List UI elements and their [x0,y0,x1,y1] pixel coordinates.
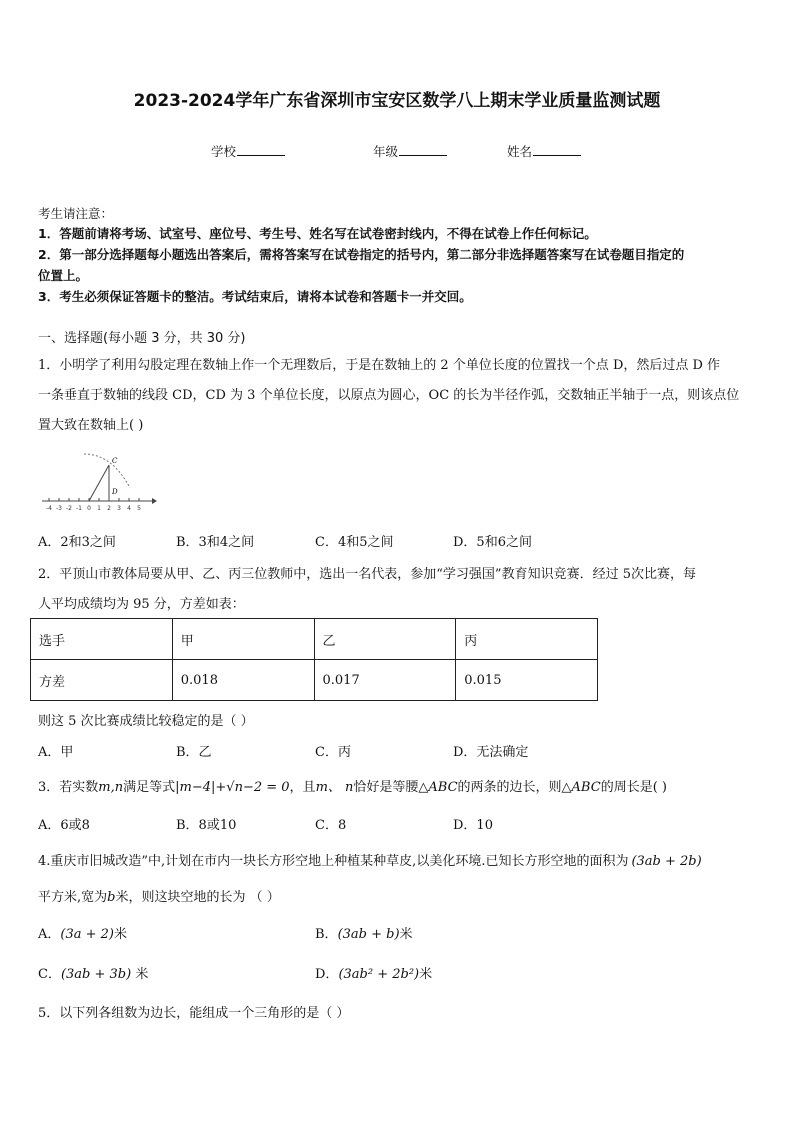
option-d [315,963,432,982]
q3-text: ，且 [289,780,316,795]
option-b: B．3和4之间 [176,535,255,550]
table-cell: 选手 [31,619,173,660]
option-expression: (3ab² + 2b²) [338,967,420,982]
option-d: D．无法确定 [453,745,529,760]
point-c-label: C [112,457,118,465]
point-d-label: D [112,488,118,496]
q3-triangle: ABC [571,780,601,795]
option-d: D．5和6之间 [453,535,532,550]
option-label: A． [38,927,61,942]
q3-text: 满足等式 [123,780,176,795]
page-title: 2023-2024学年广东省深圳市宝安区数学八上期末学业质量监测试题 [133,91,661,111]
option-unit: 米 [113,927,127,942]
grade-label: 年级 [373,144,399,159]
question-4-line [38,886,280,905]
option-label: B． [315,927,338,942]
option-b: B．8或10 [176,818,237,833]
table-cell: 0.017 [314,660,456,701]
notice-heading: 考生请注意： [38,206,114,221]
question-2-prompt: 则这 5 次比赛成绩比较稳定的是（ ） [38,714,254,729]
q3-triangle: ABC [428,780,458,795]
table-cell: 方差 [31,660,173,701]
table-cell: 乙 [314,619,456,660]
option-b: B．乙 [176,745,212,760]
q4-variable: b [107,890,116,905]
option-label: C． [38,967,61,982]
name-label: 姓名 [507,144,533,159]
variance-table [30,618,598,701]
school-blank [237,143,285,156]
question-2-line: 2．平顶山市教体局要从甲、乙、丙三位教师中，选出一名代表，参加“学习强国”教育知识竞赛．经过 5次比赛，每 [38,567,696,582]
option-c: C．8 [315,818,347,833]
q4-text: 平方米,宽为 [38,890,108,905]
name-field [507,142,581,160]
table-cell: 0.018 [172,660,314,701]
grade-field [373,142,447,160]
question-5-line: 5．以下列各组数为边长，能组成一个三角形的是（ ） [38,1006,350,1021]
q3-equation: |m−4|+√n−2 = 0 [175,780,290,795]
notice-item: 2．第一部分选择题每小题选出答案后，需将答案写在试卷指定的括号内，第二部分非选择题答案写在试卷题目指定的 [38,247,685,262]
question-2-line: 人平均成绩均为 95 分，方差如表： [38,597,245,612]
question-1-line: 1．小明学了利用勾股定理在数轴上作一个无理数后，于是在数轴上的 2 个单位长度的位置找一个点 D，然后过点 D 作 [38,358,721,373]
q3-text: 恰好是等腰△ [353,780,429,795]
option-unit: 米 [131,967,149,982]
q4-expression: (3ab + 2b) [631,854,702,869]
q4-text: 米，则这块空地的长为 （ ） [115,890,280,905]
tick-label: -3 [56,505,62,512]
question-4-line [38,850,702,869]
option-a [38,923,127,942]
option-d: D．10 [453,818,493,833]
notice-item: 3．考生必须保证答题卡的整洁。考试结束后，请将本试卷和答题卡一并交回。 [38,289,472,304]
table-cell: 甲 [172,619,314,660]
name-blank [533,143,581,156]
tick-label: -4 [46,505,52,512]
question-1-line: 置大致在数轴上( ) [38,418,144,433]
tick-label: 4 [127,505,131,512]
q3-vars: m、 n [315,780,354,795]
number-line-figure [40,448,158,516]
q3-text: 的两条的边长，则△ [457,780,572,795]
tick-label: 0 [87,505,91,512]
option-c: C．丙 [315,745,351,760]
option-unit: 米 [399,927,413,942]
q4-text: 4.重庆市旧城改造”中,计划在市内一块长方形空地上种植某种草皮,以美化环境.已知长方形空地的面积为 [38,854,629,869]
tick-label: 2 [107,505,111,512]
option-a: A．甲 [38,745,74,760]
question-3-line [38,776,667,795]
tick-label: 1 [97,505,101,512]
q3-text: 的周长是( ) [600,780,667,795]
table-row [31,619,598,660]
option-expression: (3ab + b) [337,927,400,942]
notice-item: 1．答题前请将考场、试室号、座位号、考生号、姓名写在试卷密封线内，不得在试卷上作任何标记。 [38,226,597,241]
option-expression: (3a + 2) [60,927,114,942]
option-unit: 米 [419,967,433,982]
option-b [315,923,413,942]
school-field [211,142,285,160]
section-heading: 一、选择题(每小题 3 分，共 30 分) [38,331,246,346]
tick-label: -2 [66,505,72,512]
table-cell: 0.015 [456,660,598,701]
q3-text: 3．若实数 [38,780,99,795]
question-1-line: 一条垂直于数轴的线段 CD，CD 为 3 个单位长度，以原点为圆心，OC 的长为半径作弧，交数轴正半轴于一点，则该点位 [38,388,740,403]
grade-blank [399,143,447,156]
table-cell: 丙 [456,619,598,660]
tick-label: 3 [117,505,121,512]
q3-vars: m,n [98,780,124,795]
option-c: C．4和5之间 [315,535,394,550]
table-row [31,660,598,701]
tick-label: 5 [137,505,141,512]
school-label: 学校 [211,144,237,159]
option-expression: (3ab + 3b) [60,967,132,982]
option-a: A．6或8 [38,818,90,833]
tick-label: -1 [76,505,82,512]
option-label: D． [315,967,339,982]
notice-item: 位置上。 [38,268,89,283]
option-c [38,963,148,982]
option-a: A．2和3之间 [38,535,116,550]
